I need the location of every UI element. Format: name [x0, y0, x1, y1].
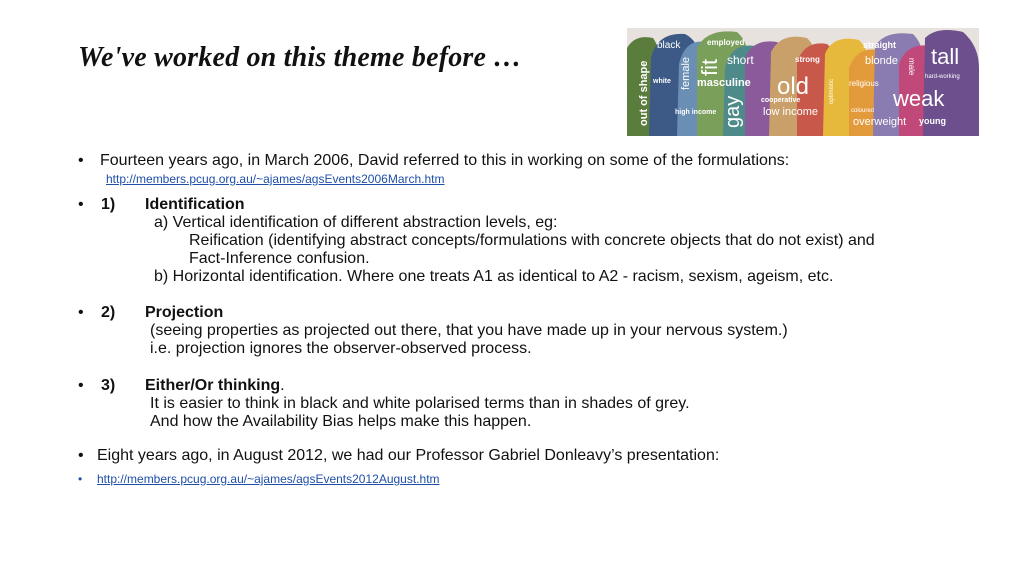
projection-description: (seeing properties as projected out there, that you have made up in your nervous system.)	[150, 322, 788, 339]
word-out-of-shape: out of shape	[638, 60, 650, 126]
either-or-heading: Either/Or thinking	[145, 377, 281, 394]
stereotype-word-cloud-image	[627, 28, 979, 136]
item-number-2: 2)	[101, 304, 116, 321]
word-blonde: blonde	[865, 55, 899, 67]
item-number-3: 3)	[101, 377, 116, 394]
word-high-income: high income	[675, 109, 717, 116]
bullet-fourteen-years	[78, 152, 789, 170]
fact-inference-text: Fact-Inference confusion.	[189, 250, 370, 267]
word-overweight: overweight	[853, 116, 907, 128]
identification-heading: Identification	[145, 196, 245, 213]
word-old: old	[777, 73, 810, 100]
bullet-dot: •	[78, 196, 84, 213]
word-optimistic: optimistic	[829, 78, 835, 104]
word-strong: strong	[795, 55, 820, 64]
word-cooperative: cooperative	[761, 97, 801, 104]
word-tall: tall	[931, 44, 960, 69]
word-hard-working: hard-working	[925, 74, 960, 80]
bullet-dot: •	[78, 304, 84, 321]
word-masculine: masculine	[697, 77, 751, 89]
word-male: male	[907, 58, 916, 76]
word-young: young	[919, 116, 946, 126]
bullet-link-2012	[78, 470, 440, 488]
word-coloured: coloured	[851, 108, 875, 114]
head-silhouettes-graphic	[627, 28, 979, 136]
word-fit: fit	[697, 58, 722, 76]
word-gay: gay	[722, 95, 744, 128]
projection-heading: Projection	[145, 304, 224, 321]
projection-observer-text: i.e. projection ignores the observer-observed process.	[150, 340, 532, 357]
word-employed: employed	[707, 38, 745, 47]
word-religious: religious	[849, 79, 879, 88]
agsevents-2006-march-link[interactable]: http://members.pcug.org.au/~ajames/agsEvents2006March.htm	[106, 172, 445, 186]
horizontal-identification-text: b) Horizontal identification. Where one treats A1 as identical to A2 - racism, sexism, ageism, etc.	[154, 268, 834, 285]
bullet-eight-years	[78, 447, 719, 465]
heading-period: .	[280, 377, 285, 394]
eight-years-text: Eight years ago, in August 2012, we had our Professor Gabriel Donleavy’s presentation:	[97, 447, 720, 464]
agsevents-2012-august-link[interactable]: http://members.pcug.org.au/~ajames/agsEvents2012August.htm	[97, 472, 440, 486]
word-female: female	[680, 56, 692, 90]
availability-bias-text: And how the Availability Bias helps make this happen.	[150, 413, 532, 430]
fourteen-years-text: Fourteen years ago, in March 2006, David referred to this in working on some of the formulations:	[100, 152, 790, 169]
vertical-identification-text: a) Vertical identification of different abstraction levels, eg:	[154, 214, 558, 231]
reification-text: Reification (identifying abstract concepts/formulations with concrete objects that do not exist) and	[189, 232, 875, 249]
bullet-dot: •	[78, 472, 83, 486]
word-white: white	[653, 78, 671, 85]
word-short: short	[727, 53, 754, 67]
word-straight: straight	[863, 40, 897, 50]
word-low-income: low income	[763, 106, 819, 118]
bullet-dot: •	[78, 152, 84, 169]
bullet-dot: •	[78, 377, 84, 394]
slide-title: We've worked on this theme before …	[78, 42, 522, 73]
bullet-dot: •	[78, 447, 84, 464]
word-weak: weak	[893, 86, 945, 111]
word-black: black	[657, 40, 681, 51]
black-white-text: It is easier to think in black and white polarised terms than in shades of grey.	[150, 395, 690, 412]
item-number-1: 1)	[101, 196, 116, 213]
